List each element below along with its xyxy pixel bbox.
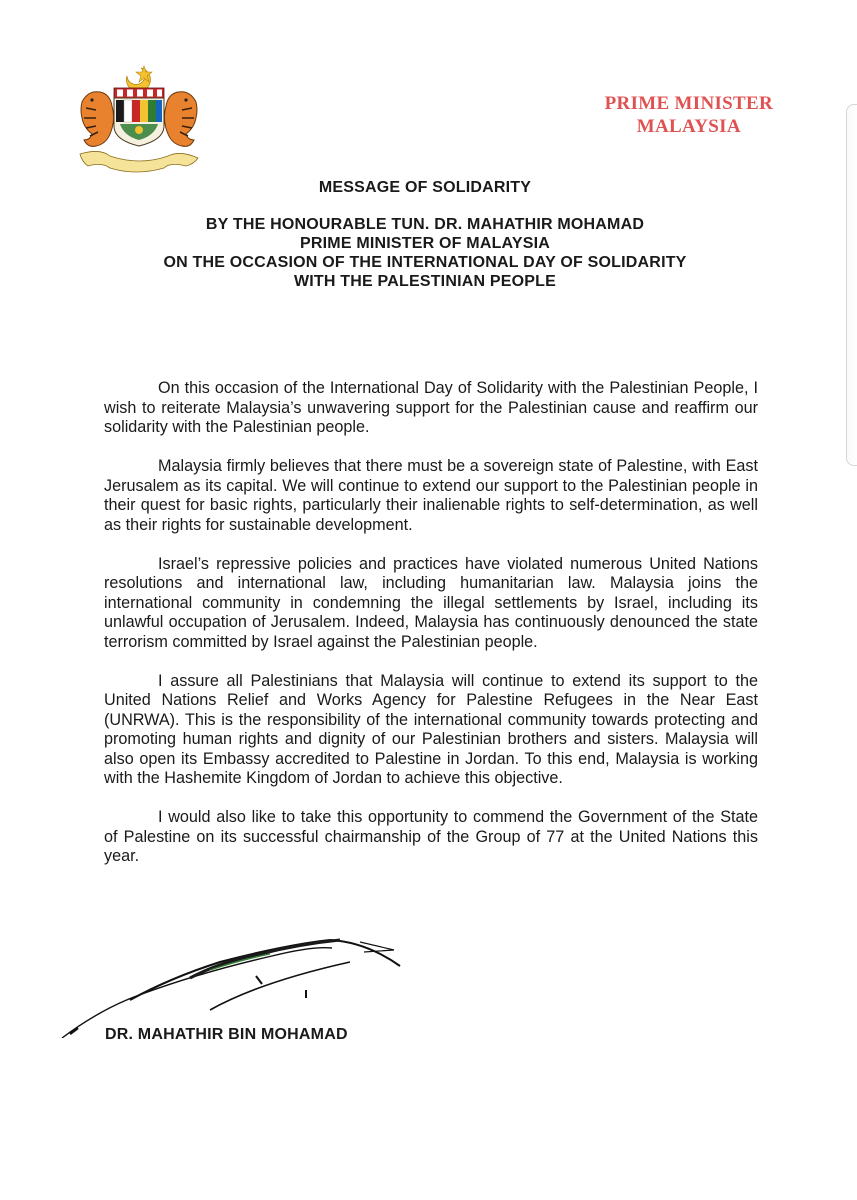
- handwritten-signature: [60, 918, 410, 1038]
- malaysia-coat-of-arms-icon: [72, 62, 206, 174]
- subtitle-line: ON THE OCCASION OF THE INTERNATIONAL DAY OF SOLIDARITY: [163, 254, 687, 271]
- body-paragraph: On this occasion of the International Day of Solidarity with the Palestinian People, I wish to reiterate Malaysia’s unwavering support for the Palestinian cause and reaffirm our solidarity with the Palestinian people.: [104, 379, 758, 436]
- subtitle-line: PRIME MINISTER OF MALAYSIA: [300, 235, 550, 252]
- subtitle-line: BY THE HONOURABLE TUN. DR. MAHATHIR MOHAMAD: [205, 216, 645, 233]
- document-title: MESSAGE OF SOLIDARITY: [318, 179, 532, 196]
- body-paragraph: Malaysia firmly believes that there must be a sovereign state of Palestine, with East Jerusalem as its capital. We will continue to extend our support to the Palestinian people in their quest for basic rights, particularly their inalienable rights to self-determination, as well as their rights for sustainable development.: [104, 457, 758, 534]
- letterhead-line-1: PRIME MINISTER: [604, 93, 773, 114]
- signatory-name: DR. MAHATHIR BIN MOHAMAD: [105, 1026, 348, 1043]
- message-body: [104, 379, 758, 886]
- body-paragraph: I assure all Palestinians that Malaysia will continue to extend its support to the United Nations Relief and Works Agency for Palestine Refugees in the Near East (UNRWA). This is the responsibility of the international community towards protecting and promoting human rights and dignity of our Palestinian brothers and sisters. Malaysia will also open its Embassy accredited to Palestine in Jordan. To this end, Malaysia is working with the Hashemite Kingdom of Jordan to achieve this objective.: [104, 671, 758, 787]
- letterhead-line-2: MALAYSIA: [636, 116, 741, 137]
- body-paragraph: Israel’s repressive policies and practices have violated numerous United Nations resolutions and international law, including humanitarian law. Malaysia joins the international community in condemning the illegal settlements by Israel, including its unlawful occupation of Jerusalem. Indeed, Malaysia has continuously denounced the state terrorism committed by Israel against the Palestinian people.: [104, 554, 758, 651]
- subtitle-line: WITH THE PALESTINIAN PEOPLE: [293, 273, 556, 290]
- body-paragraph: I would also like to take this opportunity to commend the Government of the State of Palestine on its successful chairmanship of the Group of 77 at the United Nations this year.: [104, 808, 758, 865]
- letterhead: [605, 92, 773, 138]
- page-scroll-edge: [846, 104, 857, 466]
- document-subtitle: [90, 215, 760, 291]
